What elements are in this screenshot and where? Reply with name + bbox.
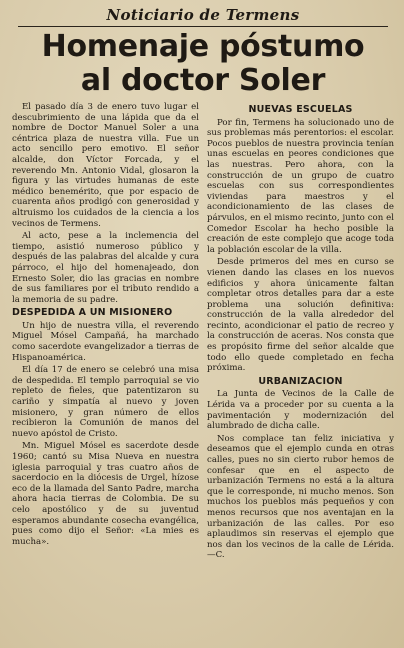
section-title: Noticiario de Termens <box>106 6 300 24</box>
left-column <box>12 102 199 563</box>
subheading-despedida: DESPEDIDA A UN MISIONERO <box>12 307 173 319</box>
left-paragraph-4: El día 17 de enero se celebró una misa de despedida. El templo parroquial se vio repleto de fieles, que patentizaron su cariño y simpatía al nuevo y joven misionero, y gran número de ellos recibieron la Comunión de manos del nuevo apóstol de Cristo. <box>12 365 199 439</box>
article-columns <box>12 102 394 563</box>
right-paragraph-3: La Junta de Vecinos de la Calle de Lérida va a proceder por su cuenta a la pavimentación y modernización del alumbrado de dicha calle. <box>207 389 394 432</box>
right-paragraph-2: Desde primeros del mes en curso se vienen dando las clases en los nuevos edificios y ahora únicamente faltan completar otros detalles para dar a este problema una solución definitiva: construcción de la valla alrededor del recinto, acondicionar el patio de recreo y la construcción de aceras. Nos consta que es propósito firme del señor alcalde que todo ello quede completado en fecha próxima. <box>207 257 394 374</box>
right-paragraph-4: Nos complace tan feliz iniciativa y deseamos que el ejemplo cunda en otras calles, pues no sin cierto rubor hemos de confesar que en el aspecto de urbanización Termens no está a la altura que le corresponde, ni mucho menos. Son muchos los pueblos más pequeños y con menos recursos que nos aventajan en la urbanización de las calles. Por eso aplaudimos sin reservas el ejemplo que nos dan los vecinos de la calle de Lérida.—C. <box>207 433 394 561</box>
subheading-escuelas: NUEVAS ESCUELAS <box>248 104 353 115</box>
left-paragraph-1: El pasado día 3 de enero tuvo lugar el descubrimiento de una lápida que da el nombre de Doctor Manuel Soler a una céntrica plaza de nuestra villa. Fue un acto sencillo pero emotivo. El señor alcalde, don Víctor Forcada, y el reverendo Mn. Antonio Vidal, glosaron la figura y las virtudes humanas de este médico benemérito, que por espacio de cuarenta años prodigó con generosidad y altruismo los cuidados de la ciencia a los vecinos de Termens. <box>12 102 199 229</box>
left-paragraph-3: Un hijo de nuestra villa, el reverendo Miguel Mósel Campañá, ha marchado como sacerdote evangelizador a tierras de Hispanoamérica. <box>12 320 199 363</box>
header-rule <box>18 26 388 27</box>
subheading-urbanizacion: URBANIZACION <box>258 375 343 387</box>
right-column <box>207 102 394 563</box>
left-paragraph-2: Al acto, pese a la inclemencia del tiempo, asistió numeroso público y después de las palabras del alcalde y cura párroco, el hijo del homenajeado, don Ernesto Soler, dio las gracias en nombre de sus familiares por el tributo rendido a la memoria de su padre. <box>12 231 199 305</box>
headline-line-2: al doctor Soler <box>80 63 326 98</box>
section-header <box>12 6 394 24</box>
headline <box>12 30 394 98</box>
headline-line-1: Homenaje póstumo <box>41 29 365 64</box>
left-paragraph-5: Mn. Miguel Mósel es sacerdote desde 1960; cantó su Misa Nueva en nuestra iglesia parroquial y tras cuatro años de sacerdocio en la diócesis de Urgel, hízose eco de la llamada del Santo Padre, marcha ahora hacia tierras de Colombia. De su celo apostólico y de su juventud esperamos abundante cosecha evangélica, pues como dijo el Señor: «La mies es mucha». <box>12 441 199 547</box>
right-paragraph-1: Por fin, Termens ha solucionado uno de sus problemas más perentorios: el escolar. Pocos pueblos de nuestra provincia tenían unas escuelas en peores condiciones que las nuestras. Pero ahora, con la construcción de un grupo de cuatro escuelas con sus correspondientes viviendas para maestros y el acondicionamiento de las clases de párvulos, en el mismo recinto, junto con el Comedor Escolar ha hecho posible la creación de este complejo que acoge toda la población escolar de la villa. <box>207 117 394 255</box>
